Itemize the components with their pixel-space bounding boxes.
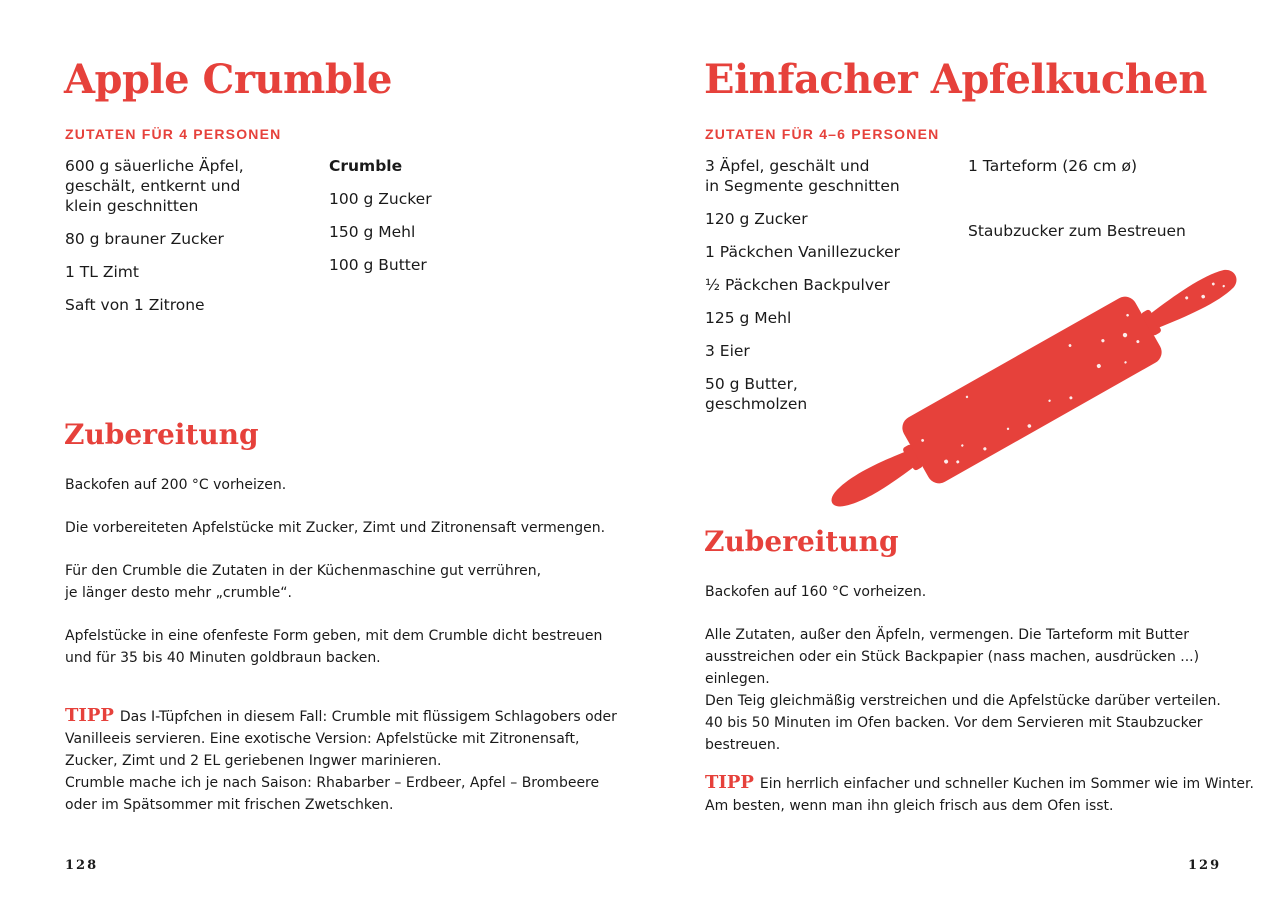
servings-label: ZUTATEN FÜR 4 PERSONEN — [65, 126, 282, 142]
step-paragraph: Die vorbereiteten Apfelstücke mit Zucker, Zimt und Zitronensaft vermengen. — [65, 520, 606, 536]
ingredient-item: 120 g Zucker — [705, 210, 808, 228]
crumble-heading: Crumble — [329, 157, 403, 175]
ingredient-item: 125 g Mehl — [705, 309, 792, 327]
rolling-pin-icon — [800, 268, 1262, 512]
ingredient-item: 50 g Butter, geschmolzen — [705, 375, 808, 413]
tip-text: Ein herrlich einfacher und schneller Kuchen im Sommer wie im Winter. Am besten, wenn man ihn gleich frisch aus dem Ofen isst. — [705, 776, 1254, 814]
ingredient-item: 1 Päckchen Vanillezucker — [705, 243, 901, 261]
ingredient-item: 100 g Zucker — [329, 190, 432, 208]
section-title-preparation: Zubereitung — [704, 525, 899, 558]
ingredients-list — [65, 156, 305, 328]
preparation-steps — [705, 581, 1265, 777]
step-paragraph: Apfelstücke in eine ofenfeste Form geben, mit dem Crumble dicht bestreuen und für 35 bis 40 Minuten goldbraun backen. — [65, 628, 603, 666]
ingredient-item: 3 Eier — [705, 342, 750, 360]
step-paragraph: Backofen auf 160 °C vorheizen. — [705, 584, 927, 600]
tip-text: Das I-Tüpfchen in diesem Fall: Crumble mit flüssigem Schlagobers oder Vanilleeis servieren. Eine exotische Version: Apfelstücke mit Zitronensaft, Zucker, Zimt und 2 EL geriebenen Ingwer marinieren. Crumble mache ich je nach Saison: Rhabarber – Erdbeer, Apfel – Brombeere oder im Spätsommer mit frischen Zwetschken. — [65, 709, 617, 813]
recipe-title: Apple Crumble — [64, 56, 392, 103]
step-paragraph: Für den Crumble die Zutaten in der Küchenmaschine gut verrühren, je länger desto mehr „crumble“. — [65, 563, 542, 601]
ingredient-item: 150 g Mehl — [329, 223, 416, 241]
ingredient-item: Staubzucker zum Bestreuen — [968, 222, 1186, 240]
step-paragraph: Alle Zutaten, außer den Äpfeln, vermengen. Die Tarteform mit Butter ausstreichen oder ein Stück Backpapier (nass machen, ausdrücken ...) einlegen. Den Teig gleichmäßig verstreichen und die Apfelstücke darüber verteilen. 40 bis 50 Minuten im Ofen backen. Vor dem Servieren mit Staubzucker bestreuen. — [705, 627, 1221, 753]
ingredient-item: 3 Äpfel, geschält und in Segmente geschnitten — [705, 157, 900, 195]
tip-box — [65, 705, 625, 816]
ingredient-item: 1 Tarteform (26 cm ø) — [968, 157, 1138, 175]
equipment-list — [968, 156, 1248, 254]
section-title-preparation: Zubereitung — [64, 418, 259, 451]
step-paragraph: Backofen auf 200 °C vorheizen. — [65, 477, 287, 493]
preparation-steps — [65, 474, 625, 690]
tip-label: TIPP — [705, 772, 754, 793]
ingredient-item: 1 TL Zimt — [65, 263, 139, 281]
ingredient-item: Saft von 1 Zitrone — [65, 296, 205, 314]
ingredient-item: ½ Päckchen Backpulver — [705, 276, 890, 294]
servings-label: ZUTATEN FÜR 4–6 PERSONEN — [705, 126, 940, 142]
page-number: 128 — [65, 858, 99, 873]
recipe-title: Einfacher Apfelkuchen — [704, 56, 1207, 103]
tip-label: TIPP — [65, 705, 114, 726]
page-number: 129 — [1188, 858, 1222, 873]
ingredient-item: 600 g säuerliche Äpfel, geschält, entkernt und klein geschnitten — [65, 157, 244, 215]
ingredient-item: 80 g brauner Zucker — [65, 230, 224, 248]
crumble-ingredients-list — [329, 156, 569, 288]
ingredient-item: 100 g Butter — [329, 256, 427, 274]
tip-box — [705, 772, 1265, 817]
